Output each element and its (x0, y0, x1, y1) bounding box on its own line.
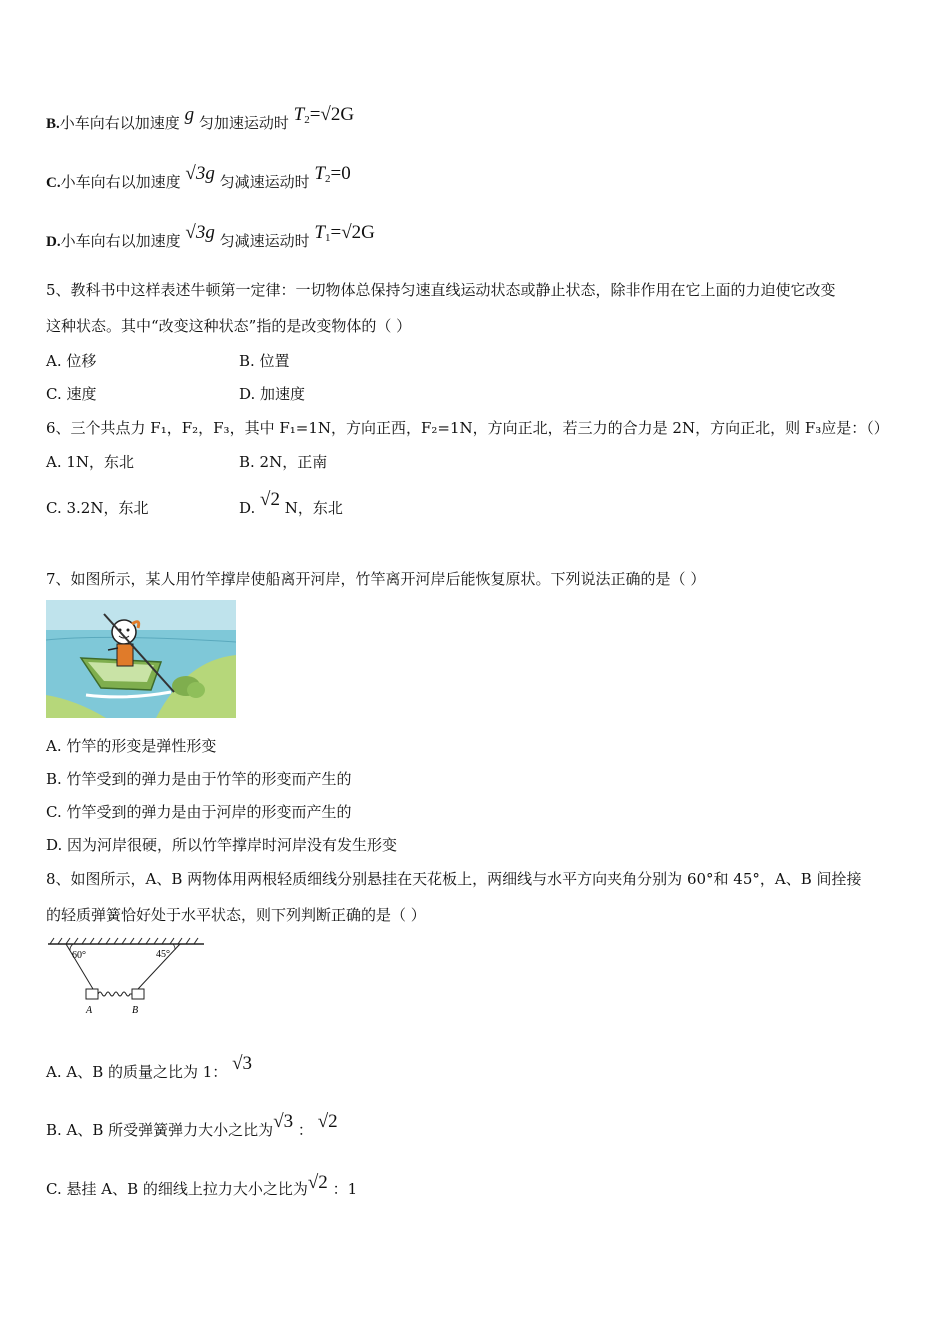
option-text: 小车向右以加速度 (59, 114, 180, 132)
tension-symbol: $T_2$ (314, 163, 331, 185)
sqrt2-expr: √2 (307, 1172, 328, 1193)
q7-option-d[interactable]: D. 因为河岸很硬，所以竹竿撑岸时河岸没有发生形变 (46, 836, 398, 854)
option-text: 匀减速运动时 (219, 173, 310, 191)
q5-options-row1 (46, 351, 446, 371)
option-text: 匀减速运动时 (219, 232, 310, 250)
tension-value: =√2G (330, 222, 375, 243)
label-b: B (132, 1005, 139, 1016)
q7-stem: 7、如图所示，某人用竹竿撑岸使船离开河岸，竹竿离开河岸后能恢复原状。下列说法正确的是（ ） (46, 570, 706, 588)
q8-option-c[interactable]: C. 悬挂 A、B 的细线上拉力大小之比为√2 ：1 (46, 1172, 358, 1198)
q5-option-a[interactable]: A. 位移 (46, 352, 97, 370)
q5-stem-line2: 这种状态。其中“改变这种状态”指的是改变物体的（ ） (46, 317, 412, 335)
option-letter: B. (46, 116, 60, 132)
acceleration-expr: √3g (185, 163, 215, 184)
q5-stem-line1: 5、教科书中这样表述牛顿第一定律：一切物体总保持匀速直线运动状态或静止状态，除非作用在它上面的力迫使它改变 (46, 281, 836, 299)
q4-option-c (46, 163, 351, 197)
sqrt3-expr: √3 (232, 1053, 253, 1074)
spring-hanging-diagram (46, 936, 206, 1018)
q5-options-row2 (46, 384, 446, 404)
tension-value: =√2G (309, 104, 355, 125)
q6-options-row2 (46, 489, 446, 518)
q5-option-b[interactable]: B. 位置 (239, 352, 290, 370)
angle-60-label: 60° (72, 950, 86, 961)
angle-45-label: 45° (156, 949, 170, 960)
spring (98, 992, 132, 996)
q7-option-b[interactable]: B. 竹竿受到的弹力是由于竹竿的形变而产生的 (46, 770, 352, 788)
spring-diagram-svg (46, 936, 206, 1018)
boat-scene-svg (46, 600, 236, 718)
q7-option-a[interactable]: A. 竹竿的形变是弹性形变 (46, 737, 217, 755)
q6-option-d[interactable]: D. √2 N，东北 (239, 489, 343, 517)
q8-option-a[interactable]: A. A、B 的质量之比为 1： √3 (46, 1053, 253, 1081)
q5-option-c[interactable]: C. 速度 (46, 385, 97, 403)
q6-option-b[interactable]: B. 2N，正南 (239, 453, 328, 471)
block-b (132, 989, 144, 999)
option-letter: C. (46, 175, 61, 191)
sqrt2-expr: √2 (260, 489, 280, 510)
q7-option-c[interactable]: C. 竹竿受到的弹力是由于河岸的形变而产生的 (46, 803, 352, 821)
q6-stem: 6、三个共点力 F₁，F₂，F₃，其中 F₁=1N，方向正西，F₂=1N，方向正北，若三力的合力是 2N，方向正北，则 F₃应是：（） (46, 419, 889, 437)
acceleration-expr: g (184, 104, 195, 125)
q8-stem-line2: 的轻质弹簧恰好处于水平状态，则下列判断正确的是（ ） (46, 906, 426, 924)
q6-option-a[interactable]: A. 1N，东北 (46, 453, 135, 471)
option-text: 匀加速运动时 (198, 114, 289, 132)
q8-option-b[interactable]: B. A、B 所受弹簧弹力大小之比为√3 ： √2 (46, 1111, 338, 1139)
acceleration-expr: √3g (185, 222, 215, 243)
q6-options-row1 (46, 452, 446, 472)
option-letter: D. (46, 234, 61, 250)
option-text: 小车向右以加速度 (60, 232, 181, 250)
sqrt2-expr: √2 (317, 1111, 338, 1132)
block-a (86, 989, 98, 999)
q6-option-c[interactable]: C. 3.2N，东北 (46, 499, 149, 517)
q4-option-d (46, 222, 375, 256)
tension-symbol: $T_2$ (293, 104, 310, 126)
option-text: 小车向右以加速度 (60, 173, 181, 191)
tension-symbol: $T_1$ (314, 222, 331, 244)
boat-pole-illustration (46, 600, 236, 718)
label-a: A (86, 1005, 93, 1016)
q8-stem-line1: 8、如图所示，A、B 两物体用两根轻质细线分别悬挂在天花板上，两细线与水平方向夹角分别为 60°和 45°，A、B 间拴接 (46, 870, 862, 888)
sqrt3-expr: √3 (273, 1111, 294, 1132)
tension-value: =0 (330, 163, 351, 184)
q4-option-b (46, 104, 355, 138)
q5-option-d[interactable]: D. 加速度 (239, 385, 306, 403)
